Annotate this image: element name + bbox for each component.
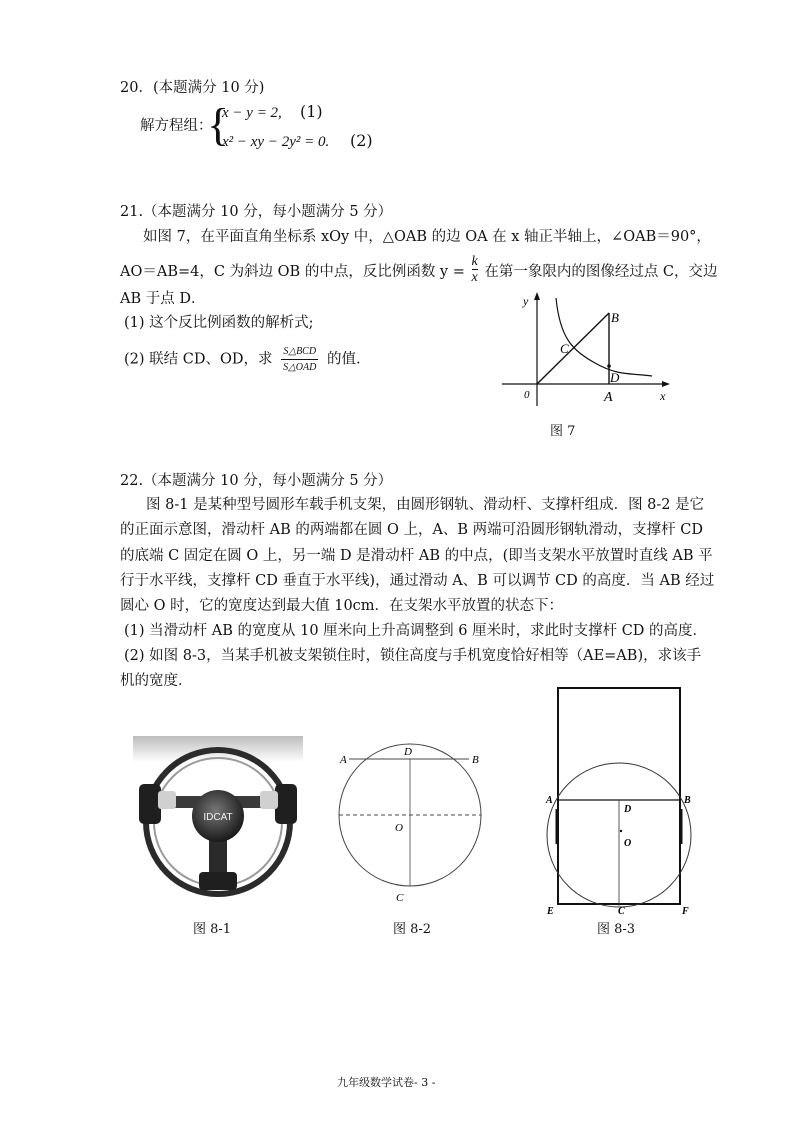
figure-8-3	[538, 684, 704, 924]
q20-eq1: x − y = 2,	[222, 105, 282, 121]
fig7-label-o: 0	[524, 389, 530, 401]
fig7-x-arrow	[662, 381, 670, 387]
q22-line1: 图 8-1 是某种型号圆形车载手机支架，由圆形钢轨、滑动杆、支撑杆组成．图 8-2 是它	[146, 497, 705, 513]
q21-sub2-post: 的值.	[326, 351, 361, 368]
fig8-3-label-e: E	[547, 906, 554, 917]
fig8-3-label-c: C	[618, 906, 625, 917]
fig8-3-label-f: F	[682, 906, 689, 917]
fig8-1-bottom-clamp	[199, 872, 237, 890]
fig7-caption: 图 7	[550, 424, 576, 439]
q20-prompt: 解方程组：	[140, 118, 213, 134]
fig7-label-c: C	[560, 341, 569, 356]
q22-line4: 行于水平线，支撑杆 CD 垂直于水平线)，通过滑动 A、B 可以调节 CD 的高度．当 AB 经过	[120, 573, 715, 589]
fig7-y-arrow	[534, 292, 540, 300]
q21-line3: AB 于点 D．	[120, 291, 206, 307]
q21-fraction-k-over-x	[472, 254, 478, 286]
q21-line2-post: 在第一象限内的图像经过点 C，交边	[484, 263, 718, 280]
q21-sub2-pre: (2) 联结 CD、OD，求	[124, 351, 273, 368]
q21-frac-num: k	[471, 254, 478, 269]
fig8-1-caption: 图 8-1	[193, 922, 232, 937]
fig8-3-caption: 图 8-3	[597, 922, 636, 937]
q21-header: 21.（本题满分 10 分，每小题满分 5 分）	[120, 204, 393, 220]
fig8-2-label-c: C	[396, 892, 404, 904]
q21-line2	[120, 256, 718, 288]
q22-sub2a: (2) 如图 8-3，当某手机被支架锁住时，锁住高度与手机宽度恰好相等（AE=AB)，求该手	[124, 648, 702, 664]
fig8-2-label-a: A	[340, 754, 347, 766]
fig8-2-label-d: D	[404, 746, 412, 758]
q20-eq1-tag: (1)	[300, 102, 323, 121]
q21-sub2	[124, 346, 361, 373]
fig8-3-label-b: B	[684, 795, 691, 806]
q21-sub1: (1) 这个反比例函数的解析式;	[124, 315, 314, 331]
q22-header: 22.（本题满分 10 分，每小题满分 5 分）	[120, 473, 393, 489]
figure-8-2	[333, 735, 485, 907]
q22-line3: 的底端 C 固定在圆 O 上，另一端 D 是滑动杆 AB 的中点，(即当支架水平放置时直线 AB 平	[120, 548, 713, 564]
q21-ratio-num: S△BCD	[283, 346, 317, 357]
q21-line1: 如图 7，在平面直角坐标系 xOy 中，△OAB 的边 OA 在 x 轴正半轴上，∠OAB＝90°，	[143, 229, 711, 245]
fig8-3-label-a: A	[546, 795, 553, 806]
fig7-label-a: A	[604, 390, 613, 405]
fig8-1-logo: IDCAT	[203, 812, 233, 823]
figure-7	[490, 288, 680, 438]
fig8-3-center-dot	[620, 830, 622, 832]
fig7-point-d	[607, 364, 611, 368]
fig7-label-b: B	[611, 310, 619, 325]
fig7-label-d: D	[610, 370, 620, 385]
q21-line2-pre: AO＝AB=4，C 为斜边 OB 的中点，反比例函数 y =	[120, 263, 465, 280]
fig8-2-label-o: O	[395, 822, 403, 834]
fig8-3-label-d: D	[624, 804, 632, 815]
fig8-1-left-pad	[158, 791, 176, 809]
q22-line2: 的正面示意图，滑动杆 AB 的两端都在圆 O 上，A、B 两端可沿圆形钢轨滑动，支撑杆 CD	[120, 522, 704, 538]
q20-eq2: x² − xy − 2y² = 0.	[222, 134, 330, 150]
fig8-2-label-b: B	[472, 754, 479, 766]
fig8-3-label-o: O	[624, 838, 632, 849]
fig8-1-right-pad	[260, 791, 278, 809]
q20-eq2-tag: (2)	[350, 131, 373, 150]
q21-ratio-den: S△OAD	[281, 359, 318, 373]
q22-line5: 圆心 O 时，它的宽度达到最大值 10cm．在支架水平放置的状态下：	[120, 598, 564, 614]
figure-8-1	[133, 736, 303, 898]
q22-sub1: (1) 当滑动杆 AB 的宽度从 10 厘米向上升高调整到 6 厘米时，求此时支撑杆 CD 的高度．	[124, 623, 708, 639]
fig8-2-caption: 图 8-2	[393, 922, 432, 937]
page-footer: 九年级数学试卷- 3 -	[337, 1076, 436, 1089]
fig8-1-right-clamp	[275, 784, 297, 824]
fig7-label-y: y	[523, 294, 529, 308]
fig7-label-x: x	[660, 389, 666, 403]
fig8-1-left-clamp	[139, 784, 161, 824]
q21-area-ratio	[281, 346, 318, 373]
fig7-hyperbola	[556, 298, 652, 376]
q20-brace: {	[207, 99, 230, 150]
fig7-segment-ob	[537, 313, 609, 384]
q22-sub2b: 机的宽度．	[120, 673, 193, 689]
q21-frac-den: x	[471, 270, 478, 286]
q20-header: 20．(本题满分 10 分)	[120, 80, 265, 96]
